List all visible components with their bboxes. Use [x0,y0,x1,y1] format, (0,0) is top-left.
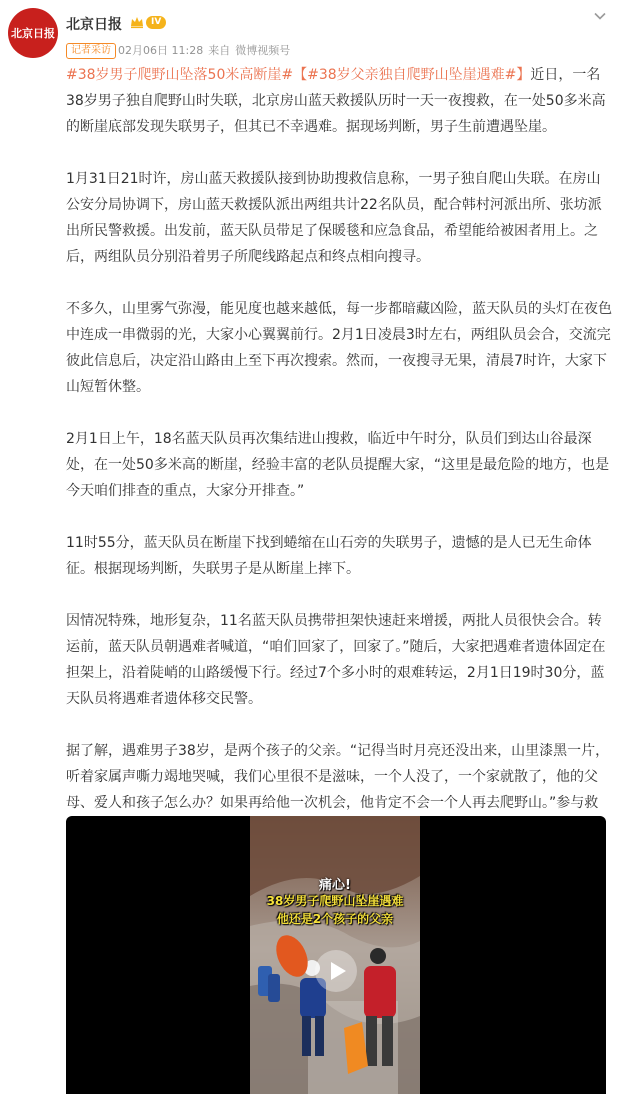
post-body [66,62,612,842]
post-date[interactable]: 02月06日 11:28 [118,44,204,57]
paragraph-7-text: 据了解，遇难男子38岁，是两个孩子的父亲。“记得当时月亮还没出来，山里漆黑一片，听着家属声嘶力竭地哭喊，我们心里很不是滋味，一个人没了，一个家就散了，他的父母、爱人和孩子怎么办？如果再给他一次机会，他肯定不会一个人再去爬野山。”参与救 [66,743,610,811]
paragraph-2: 1月31日21时许，房山蓝天救援队接到协助搜救信息称，一男子独自爬山失联。在房山公安分局协调下，房山蓝天救援队派出两组共计22名队员，配合韩村河派出所、张坊派出所民警救援。出发前，蓝天队员带足了保暖毯和应急食品，希望能给被困者用上。之后，两组队员分别沿着男子所爬线路起点和终点相向搜寻。 [66,171,602,265]
video-overlay-line-2: 38岁男子爬野山坠崖遇难 [266,894,404,908]
hashtag-topic-1[interactable]: #38岁男子爬野山坠落50米高断崖# [66,67,294,83]
video-overlay-line-1: 痛心! [319,878,351,893]
post-header [0,0,624,64]
paragraph-4: 2月1日上午，18名蓝天队员再次集结进山搜救，临近中午时分，队员们到达山谷最深处，在一处50多米高的断崖，经验丰富的老队员提醒大家，“这里是最危险的地方，也是今天咱们排查的重点，大家分开排查。” [66,431,610,499]
hashtag-topic-2[interactable]: 【#38岁父亲独自爬野山坠崖遇难#】 [293,67,531,83]
paragraph-1 [66,62,612,140]
video-player[interactable] [66,816,606,1094]
play-icon[interactable] [314,949,358,993]
post-source[interactable]: 微博视频号 [235,44,291,57]
role-tag: 记者采访 [66,43,116,59]
paragraph-1-text: 近日，一名38岁男子独自爬野山时失联，北京房山蓝天救援队历时一天一夜搜救，在一处50多米高的断崖底部发现失联男子，但其已不幸遇难。据现场判断，男子生前遭遇坠崖。 [66,67,606,135]
avatar[interactable] [8,8,58,58]
post-meta [118,43,295,59]
paragraph-5: 11时55分，蓝天队员在断崖下找到蜷缩在山石旁的失联男子，遗憾的是人已无生命体征。根据现场判断，失联男子是从断崖上摔下。 [66,535,592,577]
level-badge: IV [146,16,166,29]
paragraph-6: 因情况特殊，地形复杂，11名蓝天队员携带担架快速赶来增援，两批人员很快会合。转运前，蓝天队员朝遇难者喊道，“咱们回家了，回家了。”随后，大家把遇难者遗体固定在担架上，沿着陡峭的山路缓慢下行。经过7个多小时的艰难转运，2月1日19时30分，蓝天队员将遇难者遗体移交民警。 [66,613,606,707]
paragraph-3: 不多久，山里雾气弥漫，能见度也越来越低，每一步都暗藏凶险，蓝天队员的头灯在夜色中连成一串微弱的光，大家小心翼翼前行。2月1日凌晨3时左右，两组队员会合，交流完彼此信息后，决定沿山路由上至下再次搜索。然而，一夜搜寻无果，清晨7时许，大家下山短暂休整。 [66,301,612,395]
video-overlay-line-3: 他还是2个孩子的父亲 [276,912,394,926]
chevron-down-icon[interactable] [592,8,608,24]
crown-icon [130,15,144,29]
username[interactable]: 北京日报 [66,17,122,33]
avatar-text: 北京日报 [11,27,55,40]
source-prefix: 来自 [208,44,231,57]
